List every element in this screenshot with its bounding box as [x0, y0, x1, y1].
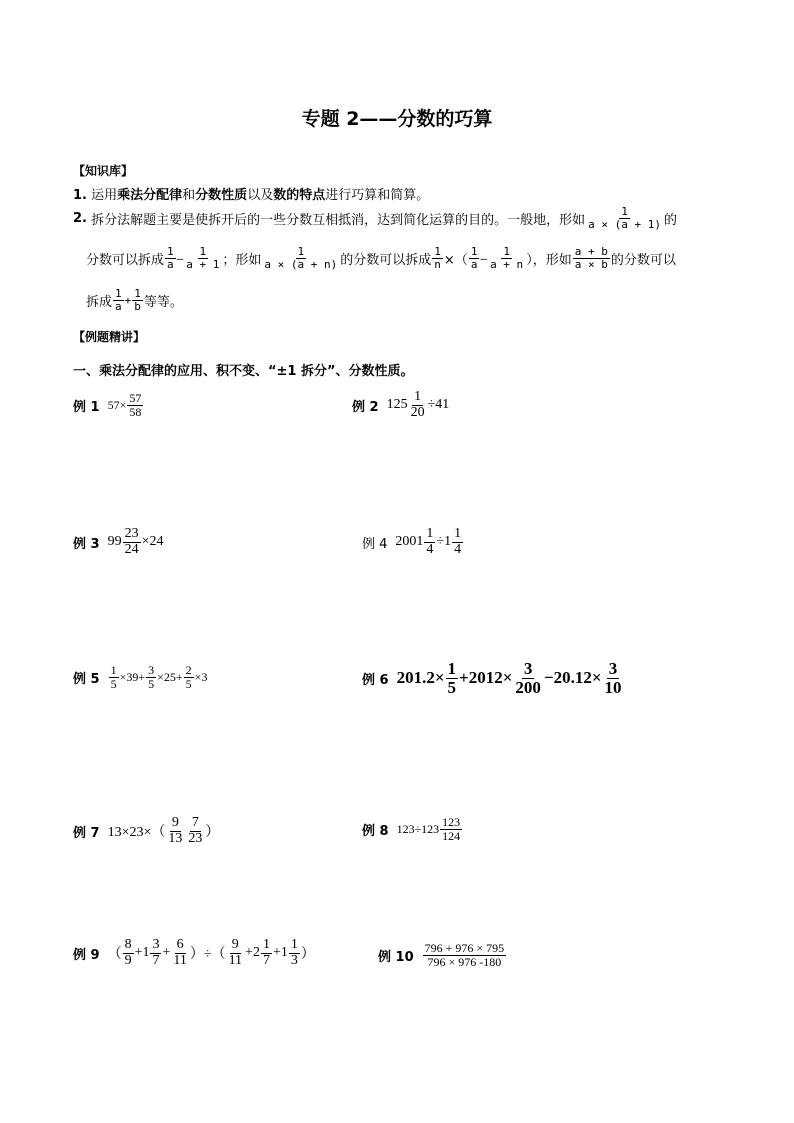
examples-header: 【例题精讲】	[73, 330, 146, 344]
example-5	[73, 664, 207, 690]
fraction: 9 13	[168, 815, 183, 846]
bold-term: 乘法分配律	[117, 188, 183, 203]
text: ×（	[443, 252, 468, 268]
fraction: 1 a	[115, 287, 122, 313]
minus-sign: –	[480, 251, 488, 265]
example-8	[362, 816, 463, 842]
expr-text: −20.12×	[543, 668, 602, 688]
expr-text: ÷41	[427, 397, 450, 413]
example-label: 例 2	[352, 399, 379, 415]
fraction: 796 + 976 × 795 796 × 976 -180	[424, 941, 505, 969]
text: 拆分法解题主要是使拆开后的一些分数互相抵消，达到简化运算的目的。一般地，形如	[91, 212, 586, 228]
example-7	[73, 816, 219, 846]
expr-text: 57×	[107, 397, 127, 412]
example-label: 例 4	[362, 536, 388, 552]
text: 分数可以拆成	[86, 252, 165, 268]
bold-term: 分数性质	[195, 188, 248, 203]
example-label: 例 10	[378, 949, 414, 965]
text: ），形如	[526, 252, 572, 268]
text: 和	[182, 188, 196, 203]
fraction: $\frac{57}{58}$	[129, 391, 142, 419]
example-label: 例 3	[73, 536, 100, 552]
fraction: a + b a × b	[574, 245, 608, 271]
fraction: $\frac{1}{20}$	[410, 389, 425, 420]
fraction: $\frac{3}{10}$	[604, 659, 622, 697]
example-label: 例 1	[73, 399, 100, 415]
example-1	[73, 392, 144, 418]
fraction: 1 3	[290, 937, 298, 968]
text: 的分数可以拆成	[340, 252, 432, 268]
expr-text: ）	[205, 825, 220, 841]
expr-text: （	[107, 947, 122, 963]
text: 拆成	[86, 294, 113, 310]
knowledge-header: 【知识库】	[73, 164, 134, 178]
fraction: 8 9	[124, 937, 132, 968]
fraction: 1 a	[470, 245, 478, 271]
example-label: 例 8	[362, 823, 389, 839]
fraction: 9 11	[228, 937, 243, 968]
expr-text: ×25+	[157, 669, 183, 684]
page-title: 专题 2——分数的巧算	[301, 108, 493, 130]
fraction: $\frac{1}{5}$	[110, 663, 117, 691]
expr-text: +2012×	[459, 668, 513, 688]
fraction: 3 7	[152, 937, 160, 968]
expr-text: 201.2×	[396, 668, 445, 688]
expr-text: ）	[300, 947, 315, 963]
text: 以及	[247, 188, 274, 203]
example-label: 例 7	[73, 825, 100, 841]
expr-text: +	[162, 945, 171, 961]
fraction: 1 7	[262, 937, 270, 968]
fraction: 1 a + n	[490, 245, 524, 271]
section-heading: 一、乘法分配律的应用、积不变、“±1 拆分”、分数性质。	[73, 364, 414, 379]
text: 进行巧算和简算。	[325, 188, 430, 203]
fraction: $\frac{1}{5}$	[447, 659, 457, 697]
expr-text: +1	[272, 945, 288, 961]
example-10	[378, 942, 507, 968]
text: 等等。	[143, 294, 183, 310]
example-2	[352, 390, 449, 420]
fraction: $\frac{1}{b}$	[134, 287, 141, 313]
fraction: $\frac{3}{5}$	[148, 663, 155, 691]
text: 的分数可以	[610, 252, 676, 268]
expr-text: +2	[245, 945, 260, 961]
fraction: $\frac{1}{4}$	[426, 526, 434, 557]
fraction: $\frac{6}{11}$	[173, 937, 187, 968]
knowledge-item-2-line-1	[73, 206, 677, 230]
item-number: 2.	[73, 210, 87, 226]
expr-text: ×24	[141, 534, 164, 550]
minus-sign: –	[176, 251, 184, 265]
fraction: 1 a + 1	[186, 245, 220, 271]
fraction: $\frac{1}{n}$	[434, 245, 441, 271]
expr-text: ×39+	[119, 669, 146, 684]
fraction: 1 a × (a + n)	[264, 245, 338, 271]
example-9	[73, 938, 315, 968]
knowledge-item-1	[73, 184, 429, 203]
example-4	[362, 527, 464, 557]
fraction: $\frac{23}{24}$	[124, 526, 139, 557]
fraction: $\frac{3}{200}$	[515, 659, 541, 697]
fraction: $\frac{2}{5}$	[185, 663, 192, 691]
expr-text: ÷1	[436, 534, 452, 550]
example-label: 例 5	[73, 671, 100, 687]
expr-text: 123÷123	[396, 821, 440, 836]
text: 运用	[91, 188, 118, 203]
fraction: 1 4	[454, 526, 462, 557]
text: 的	[664, 212, 678, 228]
fraction: 1 a × (a + 1)	[588, 205, 661, 231]
example-label: 例 6	[362, 672, 389, 688]
expr-text: 13×23×（	[107, 825, 166, 841]
fraction: 123 124	[442, 815, 461, 843]
expr-text: ）÷（	[189, 947, 226, 963]
knowledge-item-2-line-2	[86, 246, 676, 270]
example-6	[362, 660, 625, 697]
expr-text: 99	[107, 534, 122, 550]
bold-term: 数的特点	[273, 188, 326, 203]
plus-sign: +	[124, 293, 132, 307]
item-number: 1.	[73, 188, 87, 203]
example-3	[73, 527, 163, 557]
example-label: 例 9	[73, 947, 100, 963]
expr-text: +1	[134, 945, 150, 961]
fraction: 1 a	[167, 245, 174, 271]
expr-text: ×3	[194, 669, 208, 684]
fraction: 7 23	[188, 815, 203, 846]
knowledge-item-2-line-3	[86, 288, 183, 312]
text: ；形如	[222, 252, 262, 268]
expr-text: 125	[386, 397, 408, 413]
expr-text: 2001	[395, 534, 424, 550]
